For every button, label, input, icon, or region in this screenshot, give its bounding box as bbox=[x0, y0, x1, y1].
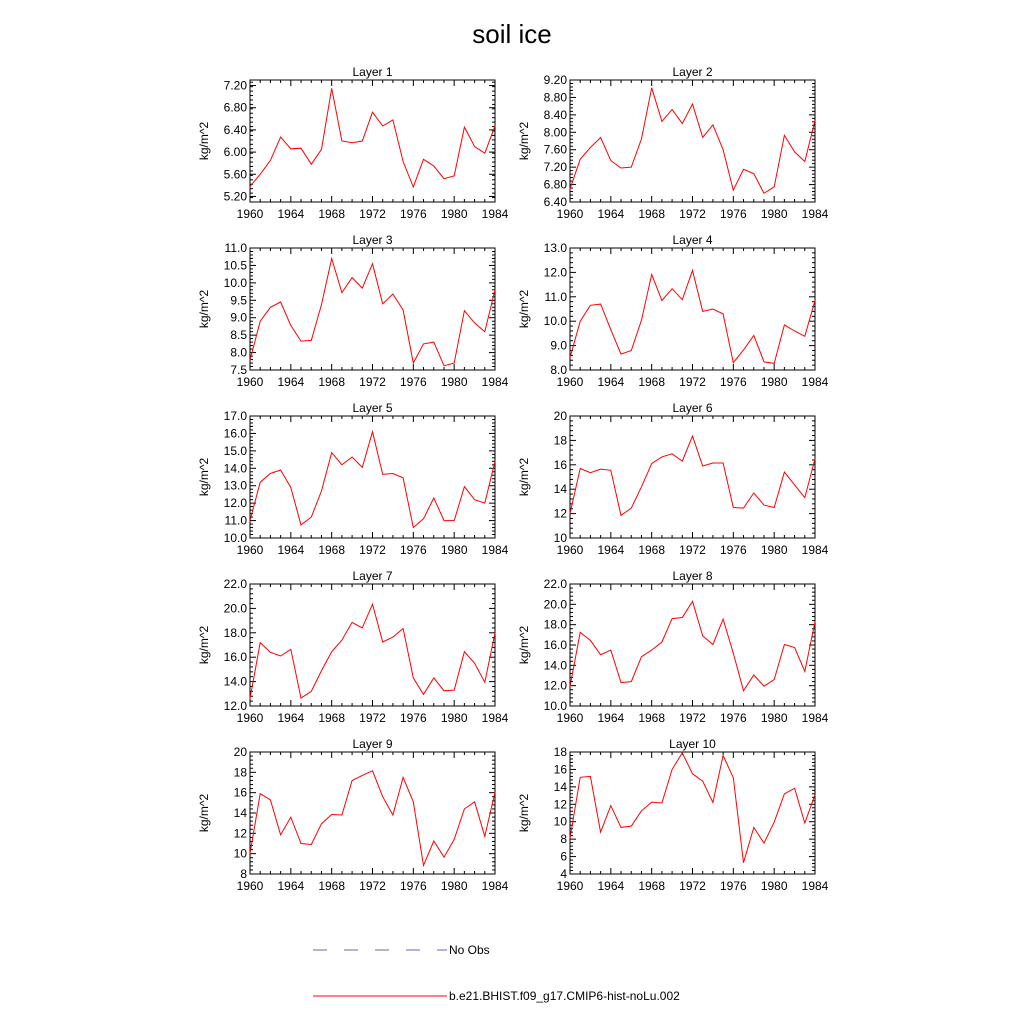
x-tick-label: 1972 bbox=[679, 711, 706, 725]
panel-title: Layer 9 bbox=[352, 737, 393, 751]
y-tick-label: 18 bbox=[553, 433, 567, 448]
y-axis-label: kg/m^2 bbox=[197, 793, 211, 833]
x-tick-label: 1976 bbox=[399, 375, 427, 389]
panel-layer-3 bbox=[197, 233, 509, 389]
y-tick-label: 20 bbox=[553, 409, 567, 423]
x-tick-label: 1980 bbox=[440, 711, 468, 725]
y-tick-label: 22.0 bbox=[543, 577, 567, 591]
series-line bbox=[570, 753, 815, 863]
x-tick-label: 1984 bbox=[481, 711, 509, 725]
y-tick-label: 6.80 bbox=[223, 100, 247, 115]
x-tick-label: 1968 bbox=[638, 543, 666, 557]
plot-frame bbox=[250, 584, 495, 706]
plot-frame bbox=[570, 752, 815, 874]
y-tick-label: 10 bbox=[553, 531, 567, 545]
y-tick-label: 14.0 bbox=[543, 658, 567, 673]
y-tick-label: 9.20 bbox=[543, 73, 567, 87]
y-tick-label: 8.5 bbox=[230, 328, 247, 343]
x-tick-label: 1984 bbox=[801, 543, 829, 557]
plot-frame bbox=[250, 80, 495, 202]
x-tick-label: 1980 bbox=[760, 375, 788, 389]
x-tick-label: 1964 bbox=[277, 375, 305, 389]
x-tick-label: 1964 bbox=[277, 207, 305, 221]
x-tick-label: 1984 bbox=[801, 879, 829, 893]
panel-grid bbox=[197, 65, 829, 893]
series-line bbox=[250, 432, 495, 528]
plot-frame bbox=[250, 416, 495, 538]
x-tick-label: 1968 bbox=[318, 543, 346, 557]
x-tick-label: 1964 bbox=[597, 375, 625, 389]
y-tick-label: 6.40 bbox=[543, 195, 567, 209]
y-tick-label: 12 bbox=[233, 826, 247, 841]
x-tick-label: 1960 bbox=[556, 879, 584, 893]
y-tick-label: 16 bbox=[553, 762, 567, 777]
figure-title: soil ice bbox=[472, 19, 552, 49]
x-tick-label: 1968 bbox=[318, 207, 346, 221]
panel-layer-7 bbox=[197, 569, 509, 725]
y-tick-label: 10.0 bbox=[543, 314, 567, 329]
y-tick-label: 20.0 bbox=[543, 597, 567, 612]
y-tick-label: 16 bbox=[553, 457, 567, 472]
y-tick-label: 16.0 bbox=[223, 426, 247, 441]
y-tick-label: 17.0 bbox=[223, 409, 247, 423]
y-axis-label: kg/m^2 bbox=[517, 793, 531, 833]
x-tick-label: 1968 bbox=[318, 711, 346, 725]
x-tick-label: 1964 bbox=[597, 711, 625, 725]
y-tick-label: 16.0 bbox=[223, 650, 247, 665]
x-tick-label: 1960 bbox=[556, 543, 584, 557]
series-line bbox=[570, 270, 815, 363]
panel-layer-4 bbox=[517, 233, 829, 389]
y-tick-label: 10 bbox=[233, 846, 247, 861]
x-tick-label: 1980 bbox=[760, 879, 788, 893]
y-axis-label: kg/m^2 bbox=[197, 289, 211, 329]
x-tick-label: 1960 bbox=[556, 711, 584, 725]
x-tick-label: 1980 bbox=[760, 543, 788, 557]
x-tick-label: 1984 bbox=[801, 711, 829, 725]
legend bbox=[313, 943, 680, 1003]
series-line bbox=[570, 88, 815, 194]
y-tick-label: 5.60 bbox=[223, 167, 247, 182]
panel-layer-10 bbox=[517, 737, 829, 893]
plot-frame bbox=[570, 248, 815, 370]
panel-title: Layer 3 bbox=[352, 233, 393, 247]
x-tick-label: 1960 bbox=[236, 375, 264, 389]
x-tick-label: 1984 bbox=[481, 375, 509, 389]
y-tick-label: 12 bbox=[553, 506, 567, 521]
x-tick-label: 1976 bbox=[399, 711, 427, 725]
y-tick-label: 15.0 bbox=[223, 443, 247, 458]
panel-title: Layer 1 bbox=[352, 65, 393, 79]
x-tick-label: 1960 bbox=[556, 375, 584, 389]
panel-layer-1 bbox=[197, 65, 509, 221]
x-tick-label: 1964 bbox=[597, 543, 625, 557]
y-tick-label: 18.0 bbox=[223, 625, 247, 640]
y-tick-label: 10.0 bbox=[223, 275, 247, 290]
series-line bbox=[250, 604, 495, 699]
series-line bbox=[570, 436, 815, 515]
x-tick-label: 1976 bbox=[719, 879, 747, 893]
panel-title: Layer 7 bbox=[352, 569, 393, 583]
x-tick-label: 1964 bbox=[277, 543, 305, 557]
y-axis-label: kg/m^2 bbox=[197, 457, 211, 497]
x-tick-label: 1968 bbox=[638, 711, 666, 725]
y-tick-label: 11.0 bbox=[224, 513, 247, 528]
panel-layer-5 bbox=[197, 401, 509, 557]
panel-title: Layer 8 bbox=[672, 569, 713, 583]
x-tick-label: 1972 bbox=[359, 879, 386, 893]
y-tick-label: 8.0 bbox=[230, 345, 247, 360]
series-line bbox=[250, 259, 495, 366]
y-axis-label: kg/m^2 bbox=[517, 457, 531, 497]
x-tick-label: 1980 bbox=[440, 207, 468, 221]
x-tick-label: 1968 bbox=[638, 879, 666, 893]
y-tick-label: 10 bbox=[553, 814, 567, 829]
panel-title: Layer 5 bbox=[352, 401, 393, 415]
x-tick-label: 1976 bbox=[719, 543, 747, 557]
plot-frame bbox=[570, 416, 815, 538]
y-tick-label: 12.0 bbox=[543, 265, 567, 280]
y-tick-label: 10.5 bbox=[223, 258, 247, 273]
x-tick-label: 1980 bbox=[440, 879, 468, 893]
x-tick-label: 1972 bbox=[359, 543, 386, 557]
plot-frame bbox=[570, 80, 815, 202]
y-tick-label: 20.0 bbox=[223, 601, 247, 616]
x-tick-label: 1968 bbox=[638, 375, 666, 389]
y-tick-label: 13.0 bbox=[543, 241, 567, 255]
x-tick-label: 1972 bbox=[359, 711, 386, 725]
series-line bbox=[250, 771, 495, 866]
x-tick-label: 1964 bbox=[277, 879, 305, 893]
x-tick-label: 1972 bbox=[679, 207, 706, 221]
x-tick-label: 1960 bbox=[236, 711, 264, 725]
panel-title: Layer 6 bbox=[672, 401, 713, 415]
x-tick-label: 1964 bbox=[277, 711, 305, 725]
y-axis-label: kg/m^2 bbox=[197, 121, 211, 161]
x-tick-label: 1976 bbox=[719, 375, 747, 389]
x-tick-label: 1984 bbox=[801, 375, 829, 389]
y-tick-label: 16 bbox=[233, 785, 247, 800]
x-tick-label: 1972 bbox=[359, 375, 386, 389]
y-tick-label: 11.0 bbox=[224, 241, 247, 255]
y-tick-label: 18.0 bbox=[543, 617, 567, 632]
y-tick-label: 20 bbox=[233, 745, 247, 759]
y-tick-label: 18 bbox=[553, 745, 567, 759]
y-tick-label: 6.40 bbox=[223, 122, 247, 137]
y-tick-label: 5.20 bbox=[223, 189, 247, 204]
panel-title: Layer 10 bbox=[669, 737, 716, 751]
x-tick-label: 1980 bbox=[440, 543, 468, 557]
y-tick-label: 7.5 bbox=[230, 363, 247, 377]
y-axis-label: kg/m^2 bbox=[517, 289, 531, 329]
y-tick-label: 9.0 bbox=[230, 310, 247, 325]
x-tick-label: 1972 bbox=[359, 207, 386, 221]
y-tick-label: 7.20 bbox=[543, 160, 567, 175]
x-tick-label: 1976 bbox=[399, 879, 427, 893]
y-tick-label: 16.0 bbox=[543, 638, 567, 652]
y-tick-label: 14 bbox=[553, 779, 567, 794]
x-tick-label: 1980 bbox=[440, 375, 468, 389]
x-tick-label: 1980 bbox=[760, 207, 788, 221]
panel-layer-6 bbox=[517, 401, 829, 557]
y-axis-label: kg/m^2 bbox=[517, 121, 531, 161]
y-tick-label: 8.00 bbox=[543, 125, 567, 140]
panel-title: Layer 2 bbox=[672, 65, 713, 79]
y-tick-label: 14 bbox=[553, 482, 567, 497]
series-line bbox=[570, 601, 815, 691]
x-tick-label: 1960 bbox=[556, 207, 584, 221]
x-tick-label: 1968 bbox=[318, 375, 346, 389]
legend-label-model: b.e21.BHIST.f09_g17.CMIP6-hist-noLu.002 bbox=[449, 989, 680, 1003]
y-tick-label: 8 bbox=[560, 832, 567, 847]
y-tick-label: 12 bbox=[553, 797, 567, 812]
x-tick-label: 1976 bbox=[719, 207, 747, 221]
y-tick-label: 14.0 bbox=[223, 461, 247, 476]
y-tick-label: 13.0 bbox=[223, 478, 247, 493]
y-tick-label: 11.0 bbox=[544, 289, 567, 304]
panel-layer-2 bbox=[517, 65, 829, 221]
y-tick-label: 7.20 bbox=[223, 78, 247, 93]
plot-frame bbox=[250, 248, 495, 370]
y-tick-label: 7.60 bbox=[543, 142, 567, 157]
y-tick-label: 12.0 bbox=[223, 699, 247, 713]
y-tick-label: 14 bbox=[233, 806, 247, 820]
y-tick-label: 9.5 bbox=[230, 293, 247, 308]
x-tick-label: 1984 bbox=[481, 879, 509, 893]
y-tick-label: 14.0 bbox=[223, 674, 247, 689]
y-axis-label: kg/m^2 bbox=[197, 625, 211, 665]
y-tick-label: 4 bbox=[560, 867, 567, 881]
x-tick-label: 1972 bbox=[679, 375, 706, 389]
y-tick-label: 22.0 bbox=[223, 577, 247, 591]
x-tick-label: 1984 bbox=[801, 207, 829, 221]
series-line bbox=[250, 88, 495, 187]
y-axis-label: kg/m^2 bbox=[517, 625, 531, 665]
legend-label-no-obs: No Obs bbox=[449, 943, 490, 957]
x-tick-label: 1972 bbox=[679, 879, 706, 893]
y-tick-label: 8.0 bbox=[550, 363, 567, 377]
y-tick-label: 8.40 bbox=[543, 107, 567, 122]
y-tick-label: 10.0 bbox=[223, 531, 247, 545]
x-tick-label: 1984 bbox=[481, 207, 509, 221]
y-tick-label: 10.0 bbox=[543, 699, 567, 713]
x-tick-label: 1960 bbox=[236, 207, 264, 221]
x-tick-label: 1976 bbox=[719, 711, 747, 725]
y-tick-label: 8.80 bbox=[543, 90, 567, 105]
x-tick-label: 1984 bbox=[481, 543, 509, 557]
x-tick-label: 1964 bbox=[597, 879, 625, 893]
x-tick-label: 1964 bbox=[597, 207, 625, 221]
x-tick-label: 1968 bbox=[638, 207, 666, 221]
x-tick-label: 1972 bbox=[679, 543, 706, 557]
y-tick-label: 6.80 bbox=[543, 177, 567, 192]
y-tick-label: 12.0 bbox=[543, 678, 567, 693]
panel-layer-8 bbox=[517, 569, 829, 725]
y-tick-label: 18 bbox=[233, 765, 247, 780]
y-tick-label: 9.0 bbox=[550, 338, 567, 353]
x-tick-label: 1968 bbox=[318, 879, 346, 893]
y-tick-label: 8 bbox=[240, 867, 247, 881]
panel-layer-9 bbox=[197, 737, 509, 893]
x-tick-label: 1976 bbox=[399, 207, 427, 221]
y-tick-label: 6.00 bbox=[223, 145, 247, 160]
x-tick-label: 1976 bbox=[399, 543, 427, 557]
x-tick-label: 1980 bbox=[760, 711, 788, 725]
x-tick-label: 1960 bbox=[236, 879, 264, 893]
y-tick-label: 12.0 bbox=[223, 496, 247, 511]
panel-title: Layer 4 bbox=[672, 233, 713, 247]
x-tick-label: 1960 bbox=[236, 543, 264, 557]
y-tick-label: 6 bbox=[560, 849, 567, 864]
